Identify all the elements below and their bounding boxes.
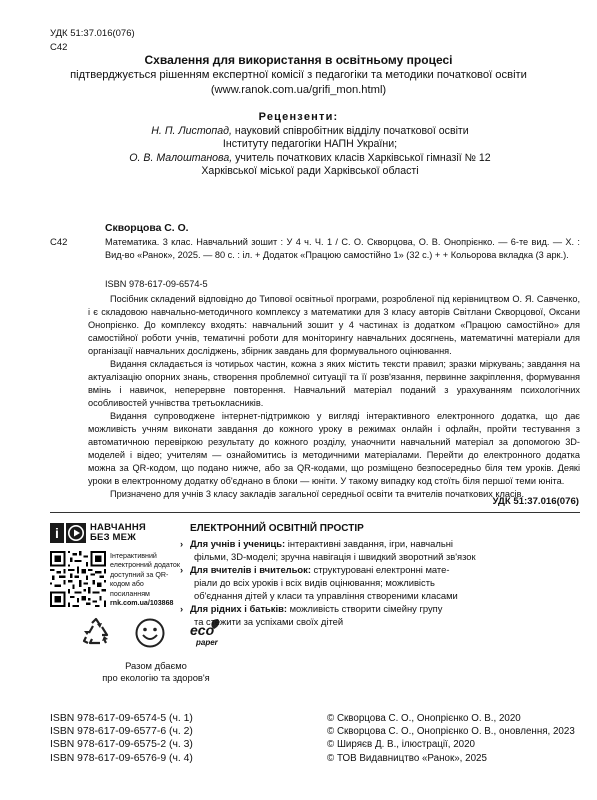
navchannia-bez-mezh-logo [50, 523, 172, 543]
approval-text [0, 68, 597, 97]
reviewer-1-position: науковий співробітник відділу початкової освіти [231, 125, 469, 137]
copyright-list [327, 712, 575, 765]
reviewers-title: Рецензенти: [258, 111, 339, 123]
catalog-isbn: ISBN 978-617-09-6574-5 [105, 279, 208, 289]
copyright-line: © Скворцова С. О., Онопрієнко О. В., 2020 [327, 713, 521, 724]
smiley-icon [134, 617, 166, 649]
logo-text [90, 523, 146, 543]
annotation-paragraph-3: Видання супроводжене інтернет-підтримкою у вигляді інтерактивного електронного додатка, що дає можливість учням виконати завдання до кожного уроку в режимах онлайн і офлайн, пройти тестування з автоматичною перевіркою результату до кожного розділу, унаочнити навчальний матеріал за допомогою 3D-моделей і відео; учителям — ознайомитись із методичними матеріалами. Перейти до електронного додатка можна за QR-кодом, що подано нижче, або за QR-кодами, що розміщено безпосередньо біля тем уроків. Деякі уроки в електронному додатку об'єднано в блоки — юніти. У такому випадку код стоїть біля першої теми юніта. [88, 411, 580, 486]
annotation-paragraph-4: Призначено для учнів 3 класу закладів загальної середньої освіти та вчителів початкових класів. [110, 489, 525, 499]
e-space-item-continuation: фільми, 3D-моделі; зручна навігація і швидкий зворотний зв'язок [194, 550, 476, 562]
e-space-item-parents [180, 603, 580, 629]
e-space-item-text: структуровані електронні мате- [310, 564, 450, 575]
isbn-list [50, 712, 193, 765]
approval-title: Схвалення для використання в освітньому процесі [144, 53, 453, 67]
logo-line-2: БЕЗ МЕЖ [90, 532, 136, 543]
annotation-paragraph-1: Посібник складений відповідно до Типової освітньої програми, розробленої під керівництвом О. Я. Савченко, і є складовою навчально-методичного комплексу з математики для 3 класу авторів Світлани Скворцової, Оксани Онопрієнко. До комплексу входять: навчальний зошит у 4 частинах із додатком «Працюю самостійно» для самостійної роботи учнів, тематичні роботи для моніторингу навчальних досягнень, математичні матеріали для організації навчальних досліджень, збірник завдань для формувального оцінювання. [88, 294, 580, 356]
divider [50, 512, 580, 513]
qr-url-link[interactable]: rnk.com.ua/103868 [110, 599, 174, 608]
eco-caption-line-1: Разом дбаємо [125, 660, 187, 671]
isbn-part-4: ISBN 978-617-09-6576-9 (ч. 4) [50, 752, 193, 764]
e-space-item-heading: Для учнів і учениць: [190, 538, 286, 549]
catalog-author: Скворцова С. О. [105, 223, 189, 234]
e-space-item-heading: Для рідних і батьків: [190, 603, 287, 614]
reviewer-2 [40, 152, 580, 165]
reviewer-2-position: учитель початкових класів Харківської гімназії № 12 [232, 151, 491, 164]
reviewer-2-institution: Харківської міської ради Харківської області [201, 165, 419, 178]
arrow-icon: › [180, 564, 184, 575]
reviewer-1-name: Н. П. Листопад, [151, 125, 232, 137]
approval-line-1: підтверджується рішенням експертної комісії з педагогіки та методики початкової освіти [70, 69, 527, 81]
reviewer-2-name: О. В. Малоштанова, [129, 151, 233, 164]
e-space-item-text: можливість створити сімейну групу [287, 603, 443, 614]
e-space-item-continuation-2: об'єднання дітей у класи та управління створеними класами [194, 589, 458, 601]
isbn-part-1: ISBN 978-617-09-6574-5 (ч. 1) [50, 713, 193, 724]
e-space-item-continuation: ріали до всіх уроків і всіх видів оцінювання; можливість [194, 576, 435, 588]
annotation-paragraph-2: Видання складається із чотирьох частин, кожна з яких містить тексти правил; зразки міркувань; завдання на актуалізацію опорних знань, створення проблемної ситуації та її розв'язання, первинне закріплення, формування вмінь і навичок, неперервне повторення. Навчальний матеріал поданий з урахуванням психологічних особливостей учнівства третьокласників. [88, 359, 580, 408]
isbn-part-3: ISBN 978-617-09-6575-2 (ч. 3) [50, 739, 193, 751]
copyright-line: © Ширяєв Д. В., ілюстрації, 2020 [327, 739, 476, 751]
qr-description: Інтерактивний електронний додаток доступний за QR-кодом або посиланням [110, 552, 180, 598]
arrow-icon: › [180, 603, 184, 614]
udk-top-code: УДК 51:37.016(076) [50, 28, 135, 39]
qr-code[interactable] [50, 551, 106, 607]
isbn-part-2: ISBN 978-617-09-6577-6 (ч. 2) [50, 726, 193, 738]
e-space-item-continuation: та стежити за успіхами своїх дітей [194, 615, 344, 627]
e-space-title: ЕЛЕКТРОННИЙ ОСВІТНІЙ ПРОСТІР [190, 523, 364, 534]
classification-code-top: С42 [50, 42, 68, 53]
copyright-line: © ТОВ Видавництво «Ранок», 2025 [327, 752, 487, 764]
recycle-icon [80, 617, 112, 649]
copyright-line: © Скворцова С. О., Онопрієнко О. В., оновлення, 2023 [327, 726, 575, 738]
reviewers-list [40, 125, 580, 179]
eco-label-bottom: paper [196, 638, 218, 647]
e-space-item-heading: Для вчителів і вчительок: [190, 564, 311, 575]
e-space-item-text: інтерактивні завдання, ігри, навчальні [285, 538, 453, 549]
arrow-icon: › [180, 538, 184, 549]
play-icon [66, 523, 86, 543]
udk-bottom: УДК 51:37.016(076) [492, 496, 579, 507]
bibliographic-description: Математика. 3 клас. Навчальний зошит : У 4 ч. Ч. 1 / С. О. Скворцова, О. В. Онопрієнко. — 6-те вид. — Х. : Вид-во «Ранок», 2025. — 80 с. : іл. + Додаток «Працюю самостійно 1» (32 с.) + + Кольорова вкладка (3 арк.). [105, 237, 580, 260]
eco-caption [50, 660, 262, 684]
udk-header [50, 27, 135, 55]
e-space-item-teachers [180, 564, 580, 602]
approval-link[interactable]: (www.ranok.com.ua/grifi_mon.html) [210, 83, 387, 96]
logo-line-1: НАВЧАННЯ [90, 522, 146, 533]
eco-label-top: eco [190, 622, 215, 638]
info-badge-icon: і [50, 523, 64, 543]
qr-caption [110, 552, 182, 608]
catalog-code: С42 [50, 237, 68, 248]
reviewer-1 [40, 125, 580, 138]
annotation [88, 293, 580, 501]
reviewer-1-institution: Інституту педагогіки НАПН України; [222, 138, 398, 151]
eco-caption-line-2: про екологію та здоров'я [102, 672, 210, 683]
e-space-item-students [180, 538, 580, 564]
